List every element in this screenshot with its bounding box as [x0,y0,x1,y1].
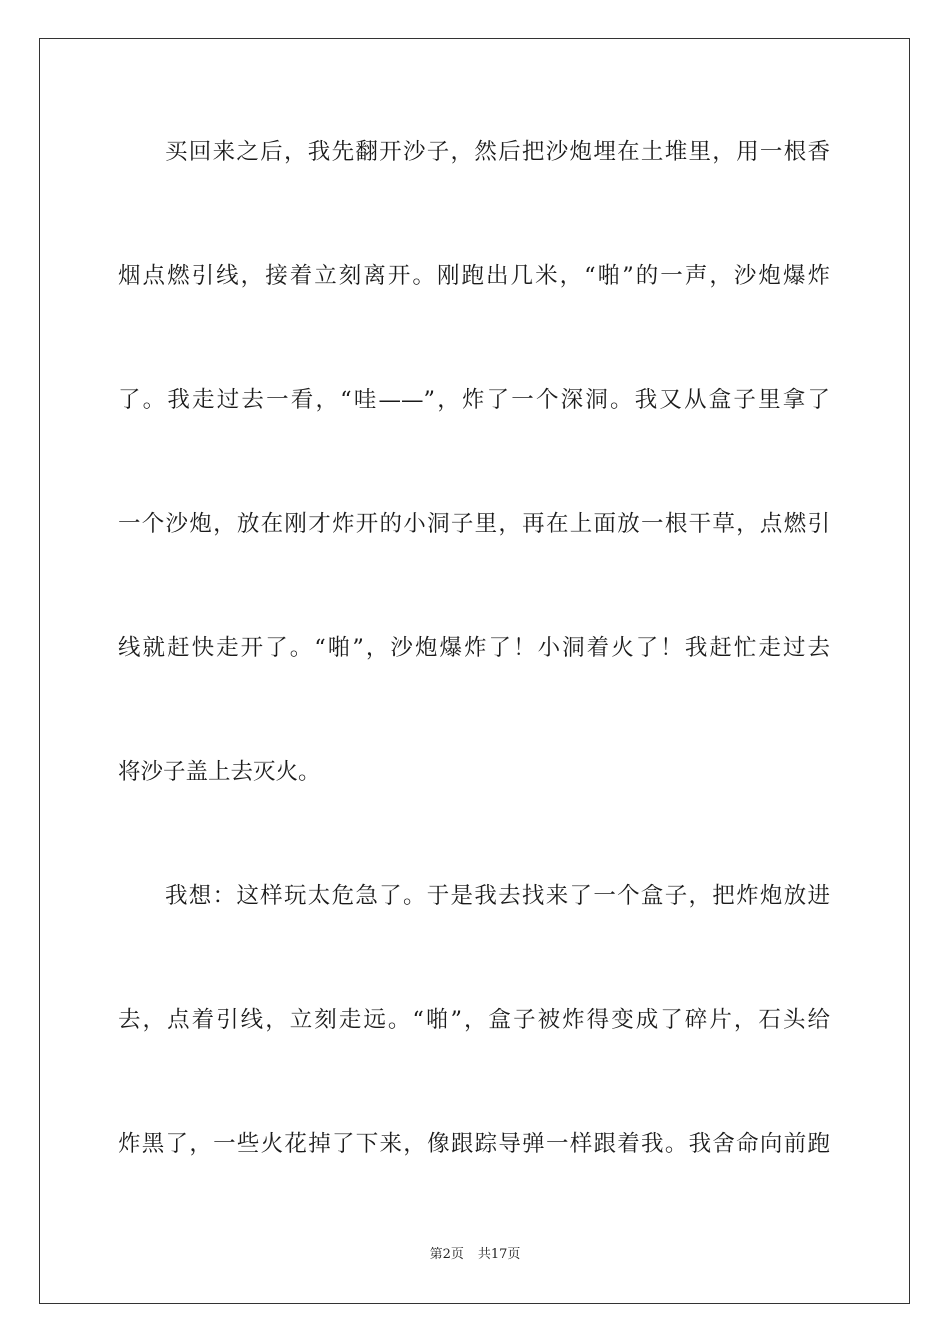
paragraph-line: 线就赶快走开了。“啪”，沙炮爆炸了！小洞着火了！我赶忙走过去 [118,635,830,661]
paragraph-line: 一个沙炮，放在刚才炸开的小洞子里，再在上面放一根干草，点燃引 [118,511,830,537]
paragraph-line: 炸黑了，一些火花掉了下来，像跟踪导弹一样跟着我。我舍命向前跑 [118,1131,830,1157]
page-footer [0,1246,950,1264]
paragraph-line: 烟点燃引线，接着立刻离开。刚跑出几米，“啪”的一声，沙炮爆炸 [118,263,830,289]
page-number: 第2页 [429,1247,464,1262]
paragraph-line: 将沙子盖上去灭火。 [118,759,321,785]
paragraph-line: 买回来之后，我先翻开沙子，然后把沙炮埋在土堆里，用一根香 [165,139,830,165]
page-total: 共17页 [477,1247,521,1262]
page-border [39,38,910,1304]
paragraph-line: 去，点着引线，立刻走远。“啪”，盒子被炸得变成了碎片，石头给 [118,1007,830,1033]
paragraph-line: 我想：这样玩太危急了。于是我去找来了一个盒子，把炸炮放进 [165,883,830,909]
paragraph-line: 了。我走过去一看，“哇——”，炸了一个深洞。我又从盒子里拿了 [118,387,830,413]
